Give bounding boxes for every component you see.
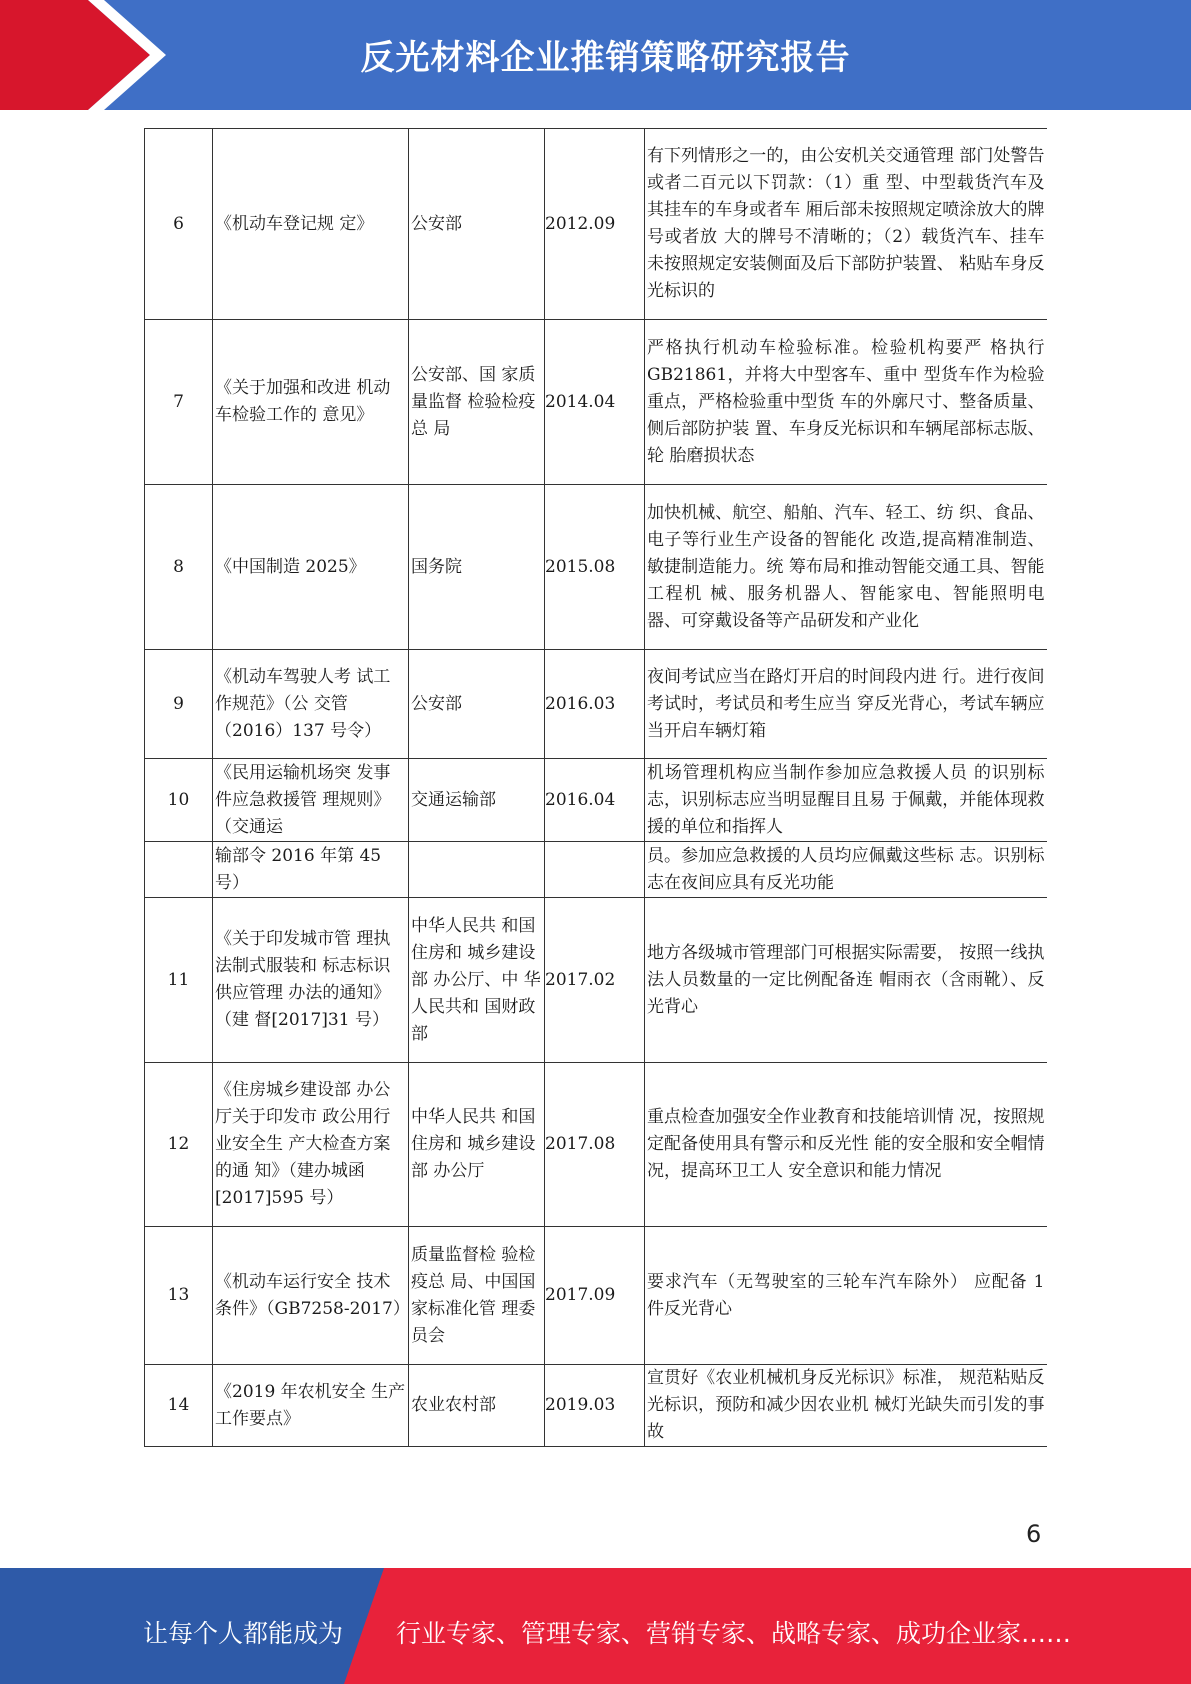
- policy-name: 《关于印发城市管 理执法制式服装和 标志标识供应管理 办法的通知》（建 督[2017]31 号）: [213, 898, 409, 1063]
- policy-content: 要求汽车（无驾驶室的三轮车汽车除外） 应配备 1 件反光背心: [645, 1227, 1047, 1365]
- policy-content: 宣贯好《农业机械机身反光标识》标准， 规范粘贴反光标识，预防和减少因农业机 械灯光缺失而引发的事故: [645, 1365, 1047, 1447]
- issuing-department: 质量监督检 验检疫总 局、中国国 家标准化管 理委员会: [409, 1227, 545, 1365]
- issue-date: 2017.09: [545, 1227, 645, 1365]
- policy-content: 严格执行机动车检验标准。检验机构要严 格执行 GB21861，并将大中型客车、重中 型货车作为检验重点，严格检验重中型货 车的外廓尺寸、整备质量、侧后部防护装 置、车身反光标识和车辆尾部标志版、轮 胎磨损状态: [645, 320, 1047, 485]
- issuing-department: 公安部: [409, 650, 545, 759]
- table-row: [145, 842, 1047, 898]
- table-row: [145, 129, 1047, 320]
- table-row: [145, 650, 1047, 759]
- issuing-department: 中华人民共 和国住房和 城乡建设部 办公厅: [409, 1063, 545, 1227]
- policy-content: 员。参加应急救援的人员均应佩戴这些标 志。识别标志在夜间应具有反光功能: [645, 842, 1047, 898]
- footer-slogan-right: 行业专家、管理专家、营销专家、战略专家、成功企业家……: [396, 1619, 1072, 1648]
- footer-slogan-left: 让每个人都能成为: [143, 1619, 344, 1648]
- issue-date: 2016.04: [545, 759, 645, 842]
- issue-date: [545, 842, 645, 898]
- policy-content: 加快机械、航空、船舶、汽车、轻工、纺 织、食品、电子等行业生产设备的智能化 改造,提高精准制造、敏捷制造能力。统 筹布局和推动智能交通工具、智能工程机 械、服务机器人、智能家电、智能照明电 器、可穿戴设备等产品研发和产业化: [645, 485, 1047, 650]
- report-title: 反光材料企业推销策略研究报告: [360, 38, 851, 78]
- row-number: 11: [145, 898, 213, 1063]
- page-number: 6: [1026, 1520, 1042, 1548]
- issuing-department: 中华人民共 和国住房和 城乡建设部 办公厅、中 华人民共和 国财政部: [409, 898, 545, 1063]
- policy-content: 机场管理机构应当制作参加应急救援人员 的识别标志，识别标志应当明显醒目且易 于佩戴，并能体现救援的单位和指挥人: [645, 759, 1047, 842]
- table-row: [145, 320, 1047, 485]
- row-number: 14: [145, 1365, 213, 1447]
- row-number: 12: [145, 1063, 213, 1227]
- row-number: 8: [145, 485, 213, 650]
- issue-date: 2014.04: [545, 320, 645, 485]
- policy-name: 《住房城乡建设部 办公厅关于印发市 政公用行业安全生 产大检查方案的通 知》（建办城函 [2017]595 号）: [213, 1063, 409, 1227]
- table-row: [145, 1063, 1047, 1227]
- policy-content: 夜间考试应当在路灯开启的时间段内进 行。进行夜间考试时，考试员和考生应当 穿反光背心，考试车辆应当开启车辆灯箱: [645, 650, 1047, 759]
- issue-date: 2019.03: [545, 1365, 645, 1447]
- issue-date: 2017.02: [545, 898, 645, 1063]
- row-number: [145, 842, 213, 898]
- issuing-department: 农业农村部: [409, 1365, 545, 1447]
- issuing-department: 交通运输部: [409, 759, 545, 842]
- table-row: [145, 759, 1047, 842]
- row-number: 7: [145, 320, 213, 485]
- table-row: [145, 898, 1047, 1063]
- policy-name: 输部令 2016 年第 45 号）: [213, 842, 409, 898]
- policy-name: 《2019 年农机安全 生产工作要点》: [213, 1365, 409, 1447]
- policy-name: 《民用运输机场突 发事件应急救援管 理规则》（交通运: [213, 759, 409, 842]
- policy-name: 《机动车驾驶人考 试工作规范》（公 交管（2016）137 号令）: [213, 650, 409, 759]
- row-number: 13: [145, 1227, 213, 1365]
- policy-table: [144, 128, 1047, 1447]
- policy-content: 地方各级城市管理部门可根据实际需要， 按照一线执法人员数量的一定比例配备连 帽雨衣（含雨靴）、反光背心: [645, 898, 1047, 1063]
- row-number: 6: [145, 129, 213, 320]
- policy-name: 《关于加强和改进 机动车检验工作的 意见》: [213, 320, 409, 485]
- issuing-department: [409, 842, 545, 898]
- policy-name: 《机动车登记规 定》: [213, 129, 409, 320]
- issue-date: 2017.08: [545, 1063, 645, 1227]
- issuing-department: 公安部、国 家质量监督 检验检疫总 局: [409, 320, 545, 485]
- issuing-department: 国务院: [409, 485, 545, 650]
- issue-date: 2015.08: [545, 485, 645, 650]
- table-row: [145, 1365, 1047, 1447]
- issue-date: 2016.03: [545, 650, 645, 759]
- issue-date: 2012.09: [545, 129, 645, 320]
- row-number: 9: [145, 650, 213, 759]
- policy-name: 《中国制造 2025》: [213, 485, 409, 650]
- row-number: 10: [145, 759, 213, 842]
- header-banner: [0, 0, 1191, 110]
- table-row: [145, 485, 1047, 650]
- issuing-department: 公安部: [409, 129, 545, 320]
- policy-name: 《机动车运行安全 技术条件》（GB7258-2017）: [213, 1227, 409, 1365]
- policy-content: 重点检查加强安全作业教育和技能培训情 况，按照规定配备使用具有警示和反光性 能的安全服和安全帽情况，提高环卫工人 安全意识和能力情况: [645, 1063, 1047, 1227]
- footer-banner: [0, 1568, 1191, 1684]
- policy-content: 有下列情形之一的，由公安机关交通管理 部门处警告或者二百元以下罚款：（1）重 型、中型载货汽车及其挂车的车身或者车 厢后部未按照规定喷涂放大的牌号或者放 大的牌号不清晰的；（2）载货汽车、挂车 未按照规定安装侧面及后下部防护装置、 粘贴车身反光标识的: [645, 129, 1047, 320]
- table-row: [145, 1227, 1047, 1365]
